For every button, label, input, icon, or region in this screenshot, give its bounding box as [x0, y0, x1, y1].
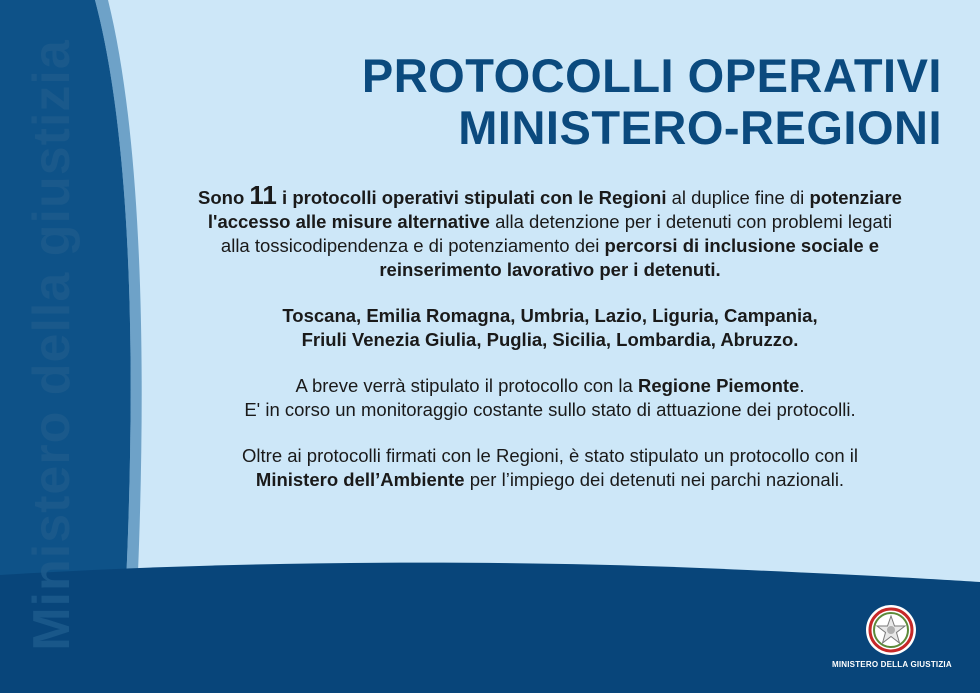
- title-line-1: PROTOCOLLI OPERATIVI: [361, 49, 942, 102]
- paragraph-piemonte: [140, 374, 960, 422]
- page-title: [362, 50, 942, 154]
- p1-f: alla detenzione per i detenuti con problemi legati: [489, 211, 893, 232]
- p3-line-2: E' in corso un monitoraggio costante sullo stato di attuazione dei protocolli.: [244, 399, 856, 420]
- p3-a: A breve verrà stipulato il protocollo con la: [295, 375, 638, 396]
- p3-c: .: [799, 375, 805, 396]
- p1-g: alla tossicodipendenza e di potenziamento dei: [220, 235, 605, 256]
- p4-line-1: Oltre ai protocolli firmati con le Regioni, è stato stipulato un protocollo con il: [242, 445, 858, 466]
- protocol-count: 11: [249, 180, 277, 210]
- logo-label: MINISTERO DELLA GIUSTIZIA: [832, 660, 952, 669]
- p4-b: per l’impiego dei detenuti nei parchi nazionali.: [464, 469, 845, 490]
- p1-h: percorsi di inclusione sociale e: [604, 235, 880, 256]
- regions-line-1: Toscana, Emilia Romagna, Umbria, Lazio, Liguria, Campania,: [282, 305, 818, 326]
- paragraph-regions: [140, 304, 960, 352]
- italian-republic-emblem-icon: [865, 604, 917, 656]
- sidebar-watermark: Ministero della giustizia: [23, 39, 81, 651]
- paragraph-ambiente: [140, 444, 960, 492]
- title-line-2: MINISTERO-REGIONI: [458, 101, 942, 154]
- p1-d: potenziare: [809, 187, 902, 208]
- p1-b: i protocolli operativi stipulati con le Regioni: [276, 187, 667, 208]
- p1-e: l'accesso alle misure alternative: [207, 211, 490, 232]
- p1-a: Sono: [198, 187, 250, 208]
- regions-line-2: Friuli Venezia Giulia, Puglia, Sicilia, Lombardia, Abruzzo.: [301, 329, 799, 350]
- p3-b: Regione Piemonte: [637, 375, 800, 396]
- p4-a: Ministero dell’Ambiente: [255, 469, 465, 490]
- p1-i: reinserimento lavorativo per i detenuti.: [379, 259, 721, 280]
- ministry-logo: [832, 604, 950, 669]
- p1-c: al duplice fine di: [666, 187, 810, 208]
- paragraph-protocols: [140, 180, 960, 282]
- body-text: [140, 180, 960, 492]
